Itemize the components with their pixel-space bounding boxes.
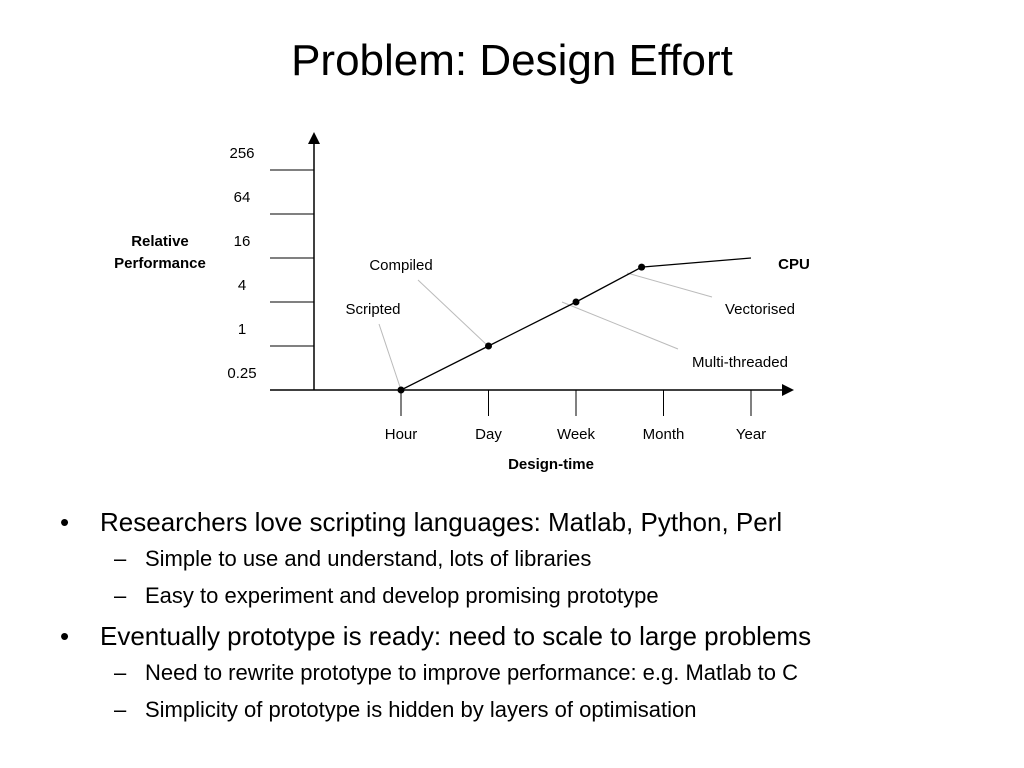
x-tick-label: Hour — [384, 426, 418, 443]
y-tick-label: 256 — [229, 145, 255, 162]
sub-bullet-item: – Simplicity of prototype is hidden by layers of optimisation — [58, 691, 998, 728]
leader-line — [418, 280, 488, 346]
sub-bullet-item: – Simple to use and understand, lots of libraries — [58, 540, 998, 577]
y-axis-title: Performance — [114, 255, 206, 272]
bullet-item: • Researchers love scripting languages: Matlab, Python, Perl — [58, 504, 998, 540]
sub-bullet-item: – Need to rewrite prototype to improve performance: e.g. Matlab to C — [58, 654, 998, 691]
leader-line — [627, 273, 712, 297]
slide-title: Problem: Design Effort — [291, 36, 733, 85]
bullet-item: • Eventually prototype is ready: need to scale to large problems — [58, 618, 998, 654]
data-point — [398, 387, 405, 394]
data-point — [573, 299, 580, 306]
y-tick-label: 16 — [233, 233, 251, 250]
x-tick-label: Day — [475, 426, 502, 443]
x-tick-label: Year — [735, 426, 767, 443]
x-tick-label: Week — [556, 426, 596, 443]
y-axis-title: Relative — [131, 233, 189, 250]
y-tick-label: 1 — [237, 321, 247, 338]
x-axis-title: Design-time — [508, 456, 594, 473]
compiled-label: Compiled — [369, 257, 433, 274]
leader-line — [379, 324, 401, 390]
scripted-label: Scripted — [345, 301, 401, 318]
leader-line — [562, 302, 678, 349]
y-tick-label: 4 — [237, 277, 247, 294]
y-tick-label: 64 — [233, 189, 251, 206]
multi-threaded-label: Multi-threaded — [692, 354, 788, 371]
y-tick-label: 0.25 — [227, 365, 257, 382]
series-label-cpu: CPU — [778, 256, 810, 273]
bullet-list — [58, 500, 998, 728]
x-tick-label: Month — [642, 426, 685, 443]
data-point — [638, 264, 645, 271]
sub-bullet-item: – Easy to experiment and develop promising prototype — [58, 577, 998, 614]
data-point — [485, 343, 492, 350]
vectorised-label: Vectorised — [724, 301, 796, 318]
